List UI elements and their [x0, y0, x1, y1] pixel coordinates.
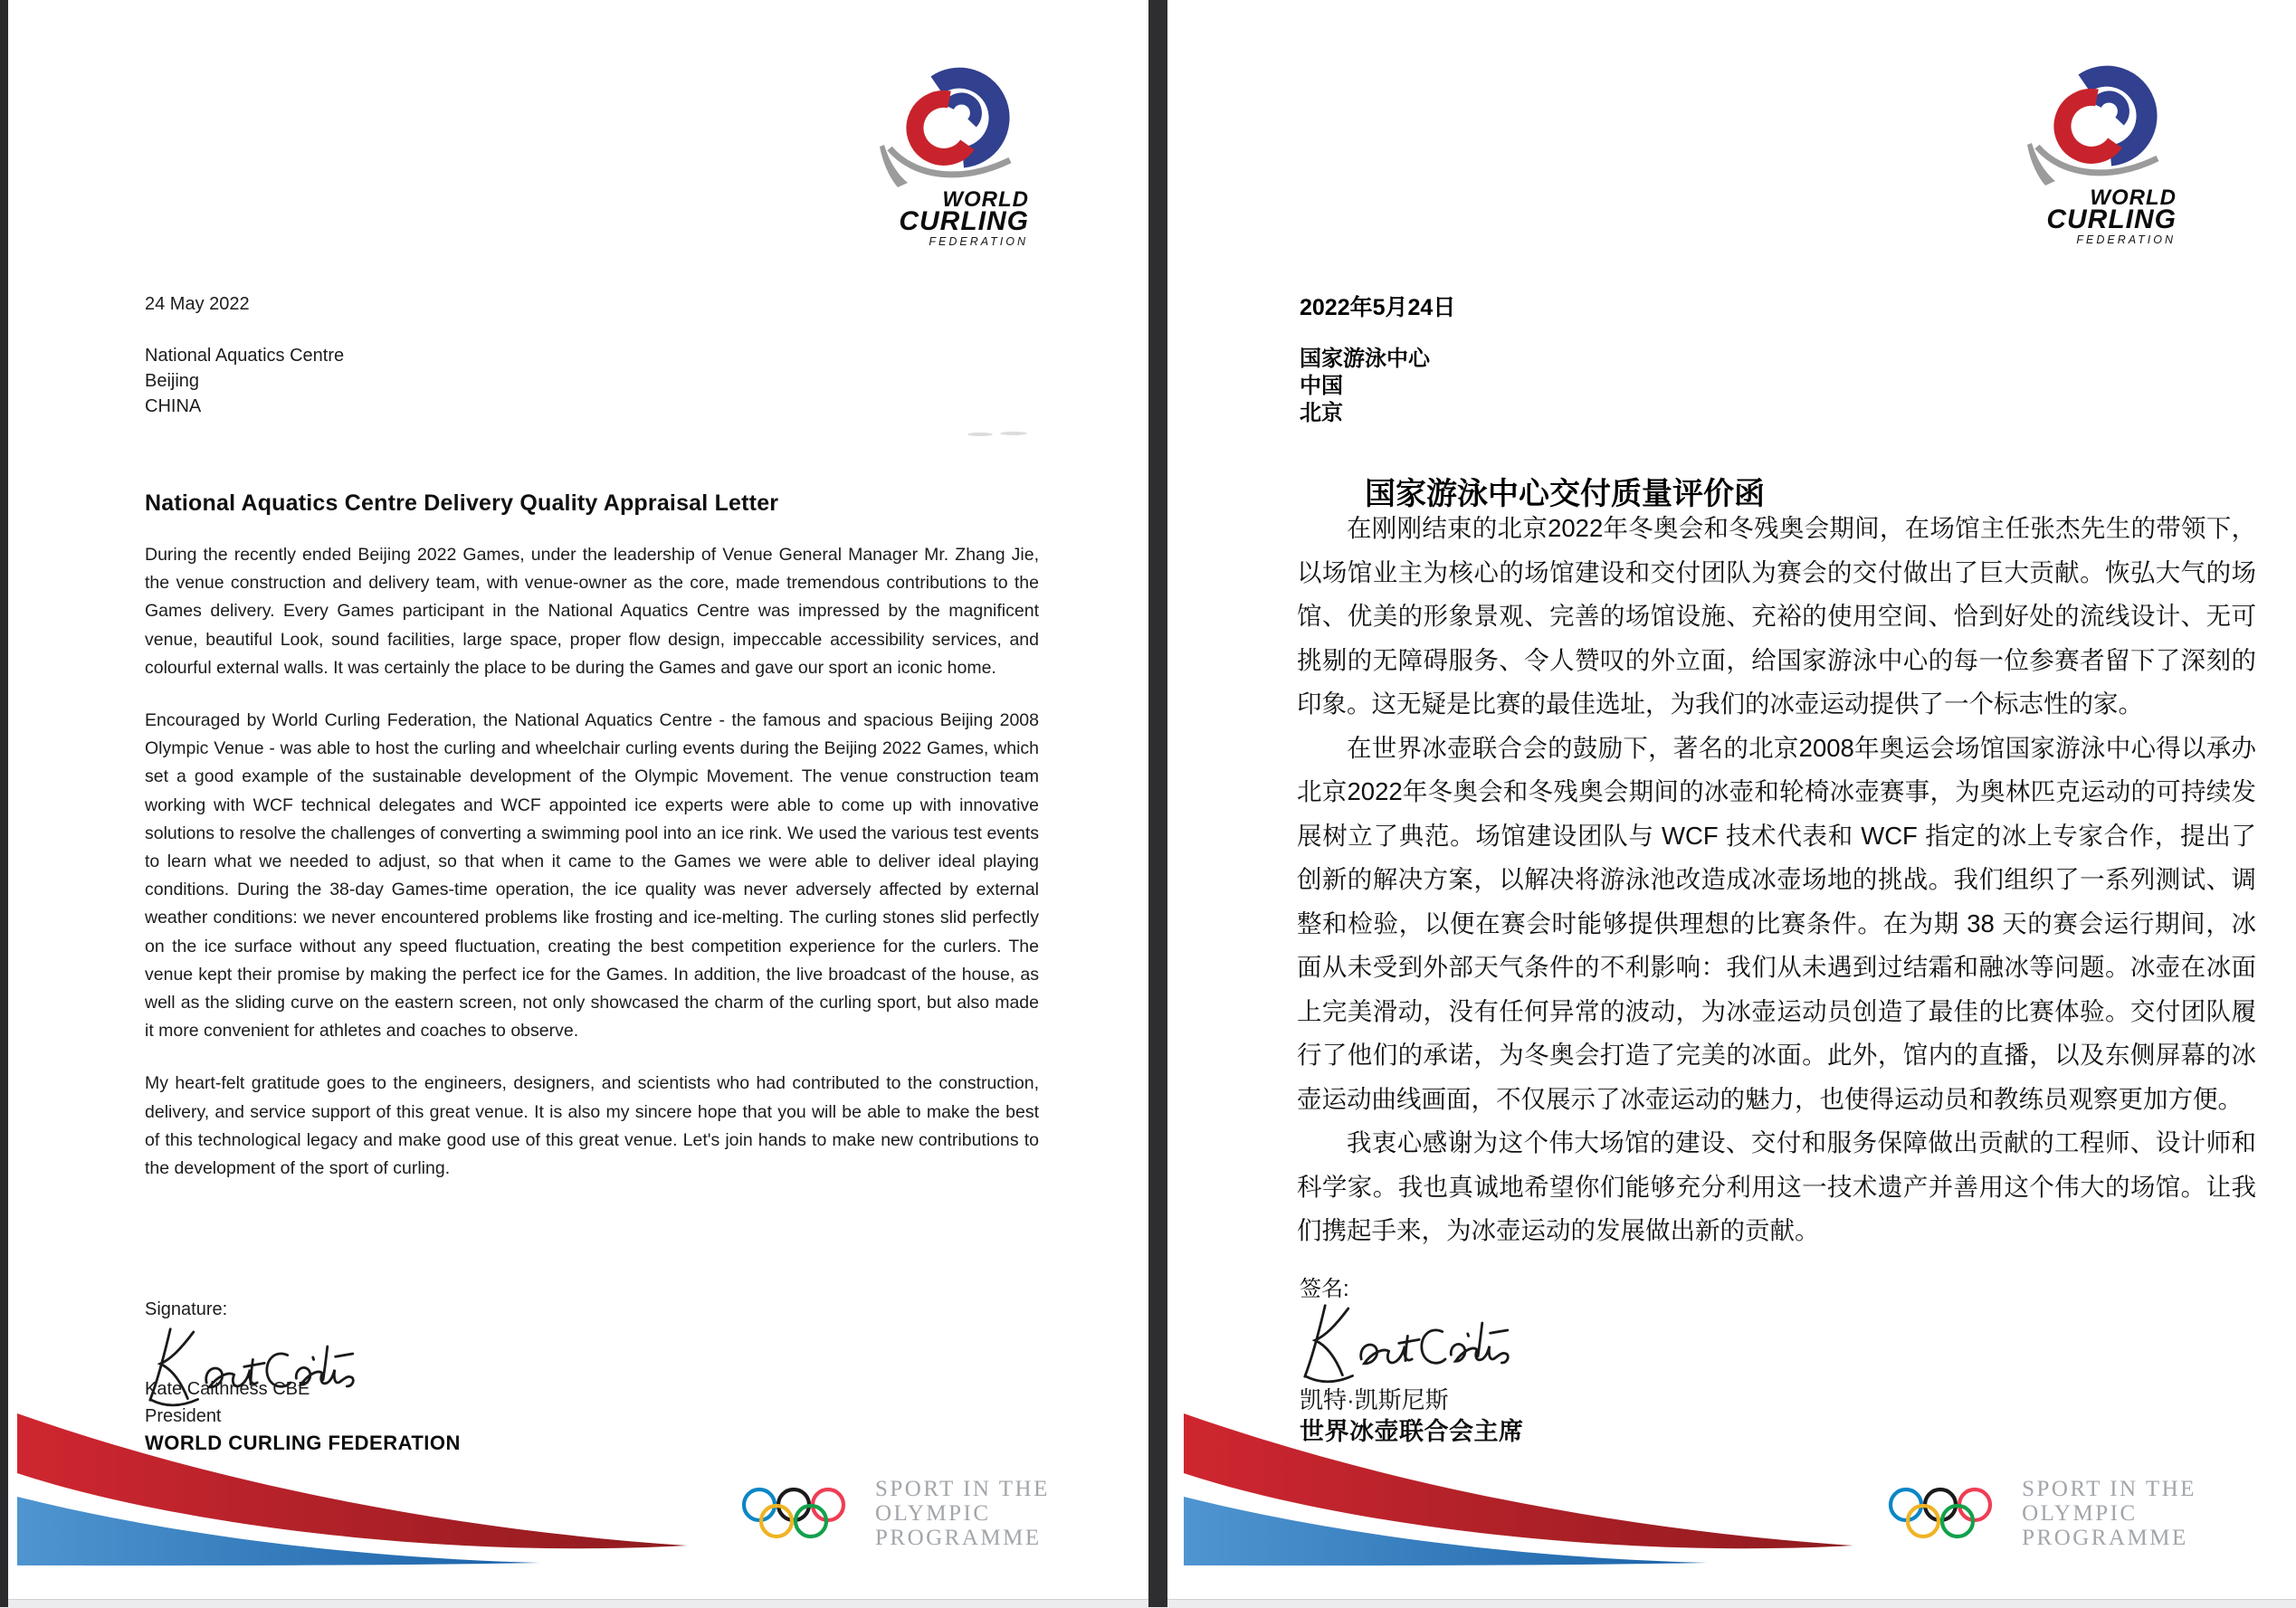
olympic-programme-text	[875, 1477, 1050, 1550]
letter-title: 国家游泳中心交付质量评价函	[1365, 477, 1765, 511]
letter-date: 2022年5月24日	[1300, 295, 1456, 320]
wcf-logo	[2021, 58, 2179, 250]
wcf-logo-word-federation: FEDERATION	[929, 235, 1028, 248]
wcf-logo-word-world: WORLD	[2090, 186, 2177, 210]
olympic-text-line-2: OLYMPIC	[2022, 1501, 2138, 1526]
letter-body	[1297, 507, 2256, 1253]
olympic-programme-text	[2022, 1477, 2196, 1550]
wcf-logo-word-federation: FEDERATION	[2076, 233, 2176, 246]
wcf-logo-word-world: WORLD	[942, 187, 1029, 212]
signer-organisation: WORLD CURLING FEDERATION	[145, 1432, 461, 1454]
wcf-logo	[873, 60, 1032, 252]
recipient-address	[145, 343, 344, 419]
olympic-programme-block	[1888, 1477, 2196, 1550]
olympic-text-line-1: SPORT IN THE	[875, 1477, 1050, 1501]
page-gap-strip	[1148, 0, 1167, 1607]
signer-role: 世界冰壶联合会主席	[1300, 1418, 1524, 1445]
letter-body	[145, 541, 1039, 1207]
olympic-text-line-3: PROGRAMME	[875, 1526, 1042, 1550]
chinese-letter-page	[1167, 0, 2296, 1599]
signer-role: President	[145, 1406, 222, 1426]
olympic-programme-block	[741, 1477, 1050, 1550]
recipient-address	[1300, 346, 1430, 427]
paragraph-3: 我衷心感谢为这个伟大场馆的建设、交付和服务保障做出贡献的工程师、设计师和科学家。我也真诚地希望你们能够充分利用这一技术遗产并善用这个伟大的场馆。让我们携起手来，为冰壶运动的发展做出新的贡献。	[1297, 1128, 2256, 1244]
scan-smudge	[1000, 432, 1027, 435]
signer-name: Kate Caithness CBE	[145, 1379, 310, 1399]
address-line-1: 国家游泳中心	[1300, 347, 1430, 371]
wcf-logo-word-curling: CURLING	[899, 206, 1029, 236]
paragraph-3: My heart-felt gratitude goes to the engineers, designers, and scientists who had contributed to the construction, delivery, and service support of this great venue. It is also my sincere hope that you will be able to make the best of this technological legacy and make good use of this great venue. Let's join hands to make new contributions to the development of the sport of curling.	[145, 1073, 1039, 1179]
wcf-logo-swirl	[880, 78, 1010, 187]
signature-image	[1295, 1294, 1523, 1388]
scan-smudge	[967, 433, 993, 436]
olympic-text-line-3: PROGRAMME	[2022, 1526, 2188, 1550]
olympic-rings-icon	[741, 1485, 857, 1543]
paragraph-2: 在世界冰壶联合会的鼓励下，著名的北京2008年奥运会场馆国家游泳中心得以承办北京2022年冬奥会和冬残奥会期间的冰壶和轮椅冰壶赛事，为奥林匹克运动的可持续发展树立了典范。场馆建设团队与 WCF 技术代表和 WCF 指定的冰上专家合作，提出了创新的解决方案，以解决将游泳池改造成冰壶场地的挑战。我们组织了一系列测试、调整和检验，以便在赛会时能够提供理想的比赛条件。在为期 38 天的赛会运行期间，冰面从未受到外部天气条件的不利影响：我们从未遇到过结霜和融冰等问题。冰壶在冰面上完美滑动，没有任何异常的波动，为冰壶运动员创造了最佳的比赛体验。交付团队履行了他们的承诺，为冬奥会打造了完美的冰面。此外，馆内的直播，以及东侧屏幕的冰壶运动曲线画面，不仅展示了冰壶运动的魅力，也使得运动员和教练员观察更加方便。	[1297, 733, 2256, 1113]
signer-name: 凯特·凯斯尼斯	[1300, 1386, 1449, 1413]
signature-label: 签名:	[1300, 1277, 1349, 1301]
english-letter-page	[8, 0, 1148, 1599]
paragraph-1: During the recently ended Beijing 2022 Games, under the leadership of Venue General Manager Mr. Zhang Jie, the venue construction and delivery team, with venue-owner as the core, made tremendous contributions to the Games delivery. Every Games participant in the National Aquatics Centre was impressed by the magnificent venue, beautiful Look, sound facilities, large space, proper flow design, impeccable accessibility services, and colourful external walls. It was certainly the place to be during the Games and gave our sport an iconic home.	[145, 545, 1039, 678]
olympic-rings-icon	[1888, 1485, 2004, 1543]
address-line-1: National Aquatics Centre	[145, 346, 345, 366]
address-line-2: 中国	[1300, 374, 1343, 398]
window-left-strip	[0, 0, 8, 1607]
wcf-logo-swirl	[2027, 76, 2158, 186]
address-line-2: Beijing	[145, 371, 200, 391]
paragraph-2: Encouraged by World Curling Federation, the National Aquatics Centre - the famous and spacious Beijing 2008 Olympic Venue - was able to host the curling and wheelchair curling events during the Beijing 2022 Games, which set a good example of the sustainable development of the Olympic Movement. The venue construction team working with WCF technical delegates and WCF appointed ice experts were able to come up with innovative solutions to resolve the challenges of converting a swimming pool into an ice rink. We used the various test events to learn what we needed to adjust, so that when it came to the Games we were able to deliver ideal playing conditions. During the 38-day Games-time operation, the ice quality was never adversely affected by external weather conditions: we never encountered problems like frosting and ice-melting. The curling stones slid perfectly on the ice surface without any speed fluctuation, creating the best competition experience for the curlers. The venue kept their promise by making the perfect ice for the Games. In addition, the live broadcast of the house, as well as the sliding curve on the eastern screen, not only showcased the charm of the curling sport, but also made it more convenient for athletes and coaches to observe.	[145, 710, 1039, 1042]
olympic-text-line-1: SPORT IN THE	[2022, 1477, 2196, 1501]
signer-block	[1300, 1384, 1524, 1448]
letter-date: 24 May 2022	[145, 294, 250, 314]
address-line-3: 北京	[1300, 401, 1343, 425]
signer-block	[145, 1375, 461, 1457]
olympic-text-line-2: OLYMPIC	[875, 1501, 991, 1526]
wcf-logo-word-curling: CURLING	[2046, 205, 2177, 234]
letter-title: National Aquatics Centre Delivery Quality Appraisal Letter	[145, 490, 779, 516]
signature-label: Signature:	[145, 1299, 228, 1319]
paragraph-1: 在刚刚结束的北京2022年冬奥会和冬残奥会期间，在场馆主任张杰先生的带领下，以场馆业主为核心的场馆建设和交付团队为赛会的交付做出了巨大贡献。恢弘大气的场馆、优美的形象景观、完善的场馆设施、充裕的使用空间、恰到好处的流线设计、无可挑剔的无障碍服务、令人赞叹的外立面，给国家游泳中心的每一位参赛者留下了深刻的印象。这无疑是比赛的最佳选址，为我们的冰壶运动提供了一个标志性的家。	[1297, 514, 2256, 718]
address-line-3: CHINA	[145, 396, 202, 416]
